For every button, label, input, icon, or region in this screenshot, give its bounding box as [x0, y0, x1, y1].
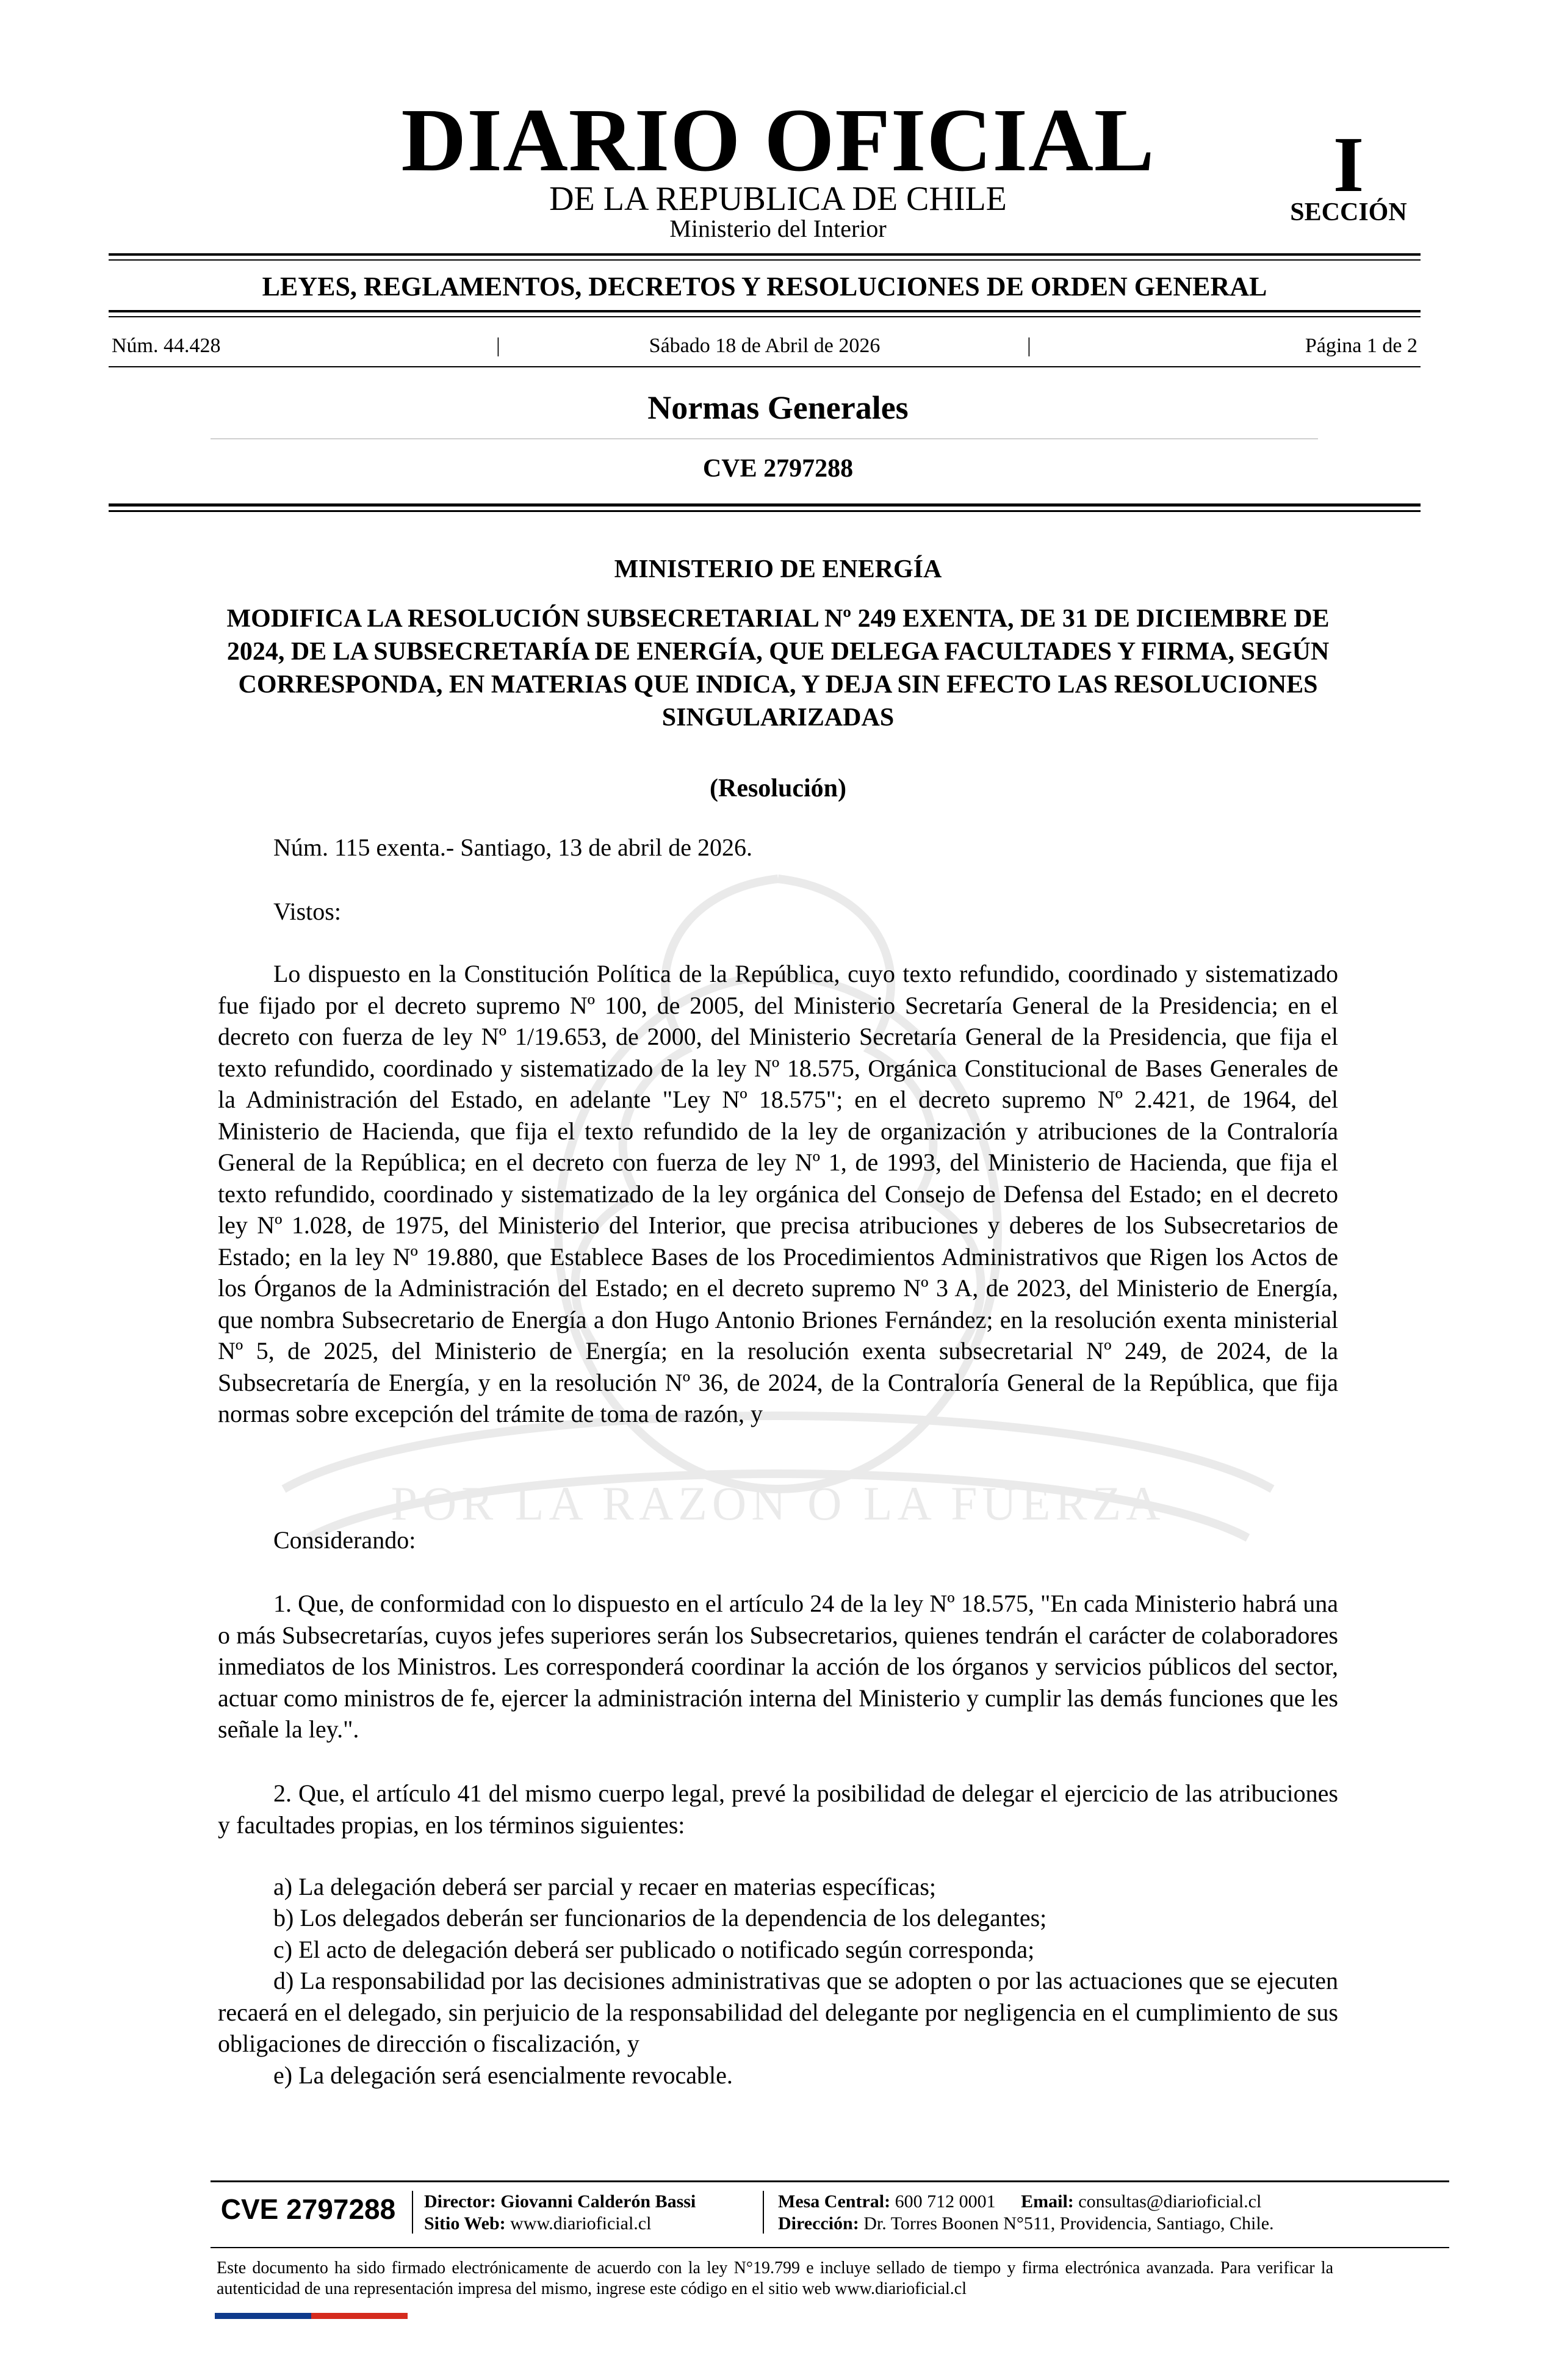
footer-website — [424, 2213, 651, 2235]
list-item: a) La delegación deberá ser parcial y recaer en materias específicas; — [273, 1873, 936, 1900]
watermark-motto: POR LA RAZON O LA FUERZA — [391, 1477, 1165, 1530]
website-label: Sitio Web: — [424, 2213, 506, 2234]
footer-contact — [778, 2191, 1261, 2213]
masthead-title: DIARIO OFICIAL — [401, 90, 1155, 190]
issue-info-row — [112, 333, 1417, 359]
footer-director — [424, 2191, 696, 2213]
footer-cve-code: CVE 2797288 — [220, 2193, 396, 2225]
divider — [109, 316, 1421, 317]
flag-stripe-red — [311, 2313, 408, 2319]
page-indicator: Página 1 de 2 — [1305, 334, 1417, 357]
divider — [109, 253, 1421, 256]
considerando-heading: Considerando: — [273, 1526, 416, 1554]
footer-divider — [211, 2180, 1449, 2182]
phone-label: Mesa Central: — [778, 2191, 891, 2212]
ministry-heading: MINISTERIO DE ENERGÍA — [614, 555, 942, 583]
issue-date: Sábado 18 de Abril de 2026 — [649, 334, 881, 357]
footer-divider — [211, 2247, 1449, 2248]
address-label: Dirección: — [778, 2213, 859, 2234]
considerando-paragraph-2: 2. Que, el artículo 41 del mismo cuerpo legal, prevé la posibilidad de delegar el ejercicio de las atribuciones y facultades propias, en los términos siguientes: — [218, 1780, 1338, 1839]
signature-notice: Este documento ha sido firmado electrónicamente de acuerdo con la ley N°19.799 e incluye sellado de tiempo y firma electrónica avanzada. Para verificar la autenticidad de una representación impresa del mismo, ingrese este código en el sitio web www.diarioficial.cl — [217, 2259, 1333, 2298]
divider — [109, 310, 1421, 312]
issue-separator: | — [1027, 334, 1031, 357]
masthead-ministry: Ministerio del Interior — [669, 215, 887, 242]
divider — [211, 438, 1318, 439]
resolution-title: MODIFICA LA RESOLUCIÓN SUBSECRETARIAL Nº 249 EXENTA, DE 31 DE DICIEMBRE DE 2024, DE LA SUBSECRETARÍA DE ENERGÍA, QUE DELEGA FACULTADES Y FIRMA, SEGÚN CORRESPONDA, EN MATERIAS QUE INDICA, Y DEJA SIN EFECTO LAS RESOLUCIONES SINGULARIZADAS — [226, 605, 1330, 732]
divider — [109, 259, 1421, 261]
resolution-number: Núm. 115 exenta.- Santiago, 13 de abril de 2026. — [273, 834, 752, 861]
director-name: Giovanni Calderón Bassi — [500, 2191, 696, 2212]
vistos-paragraph: Lo dispuesto en la Constitución Política de la República, cuyo texto refundido, coordinado y sistematizado fue fijado por el decreto supremo Nº 100, de 2005, del Ministerio Secretaría General de la Presidencia; en el decreto con fuerza de ley Nº 1/19.653, de 2000, del Ministerio Secretaría General de la Presidencia, que fija el texto refundido, coordinado y sistematizado de la ley Nº 18.575, Orgánica Constitucional de Bases Generales de la Administración del Estado, en adelante "Ley Nº 18.575"; en el decreto supremo Nº 2.421, de 1964, del Ministerio de Hacienda, que fija el texto refundido de la ley de organización y atribuciones de la Contraloría General de la República; en el decreto con fuerza de ley Nº 1, de 1993, del Ministerio de Hacienda, que fija el texto refundido, coordinado y sistematizado de la ley orgánica del Consejo de Defensa del Estado; en el decreto ley Nº 1.028, de 1975, del Ministerio del Interior, que precisa atribuciones y deberes de los Subsecretarios de Estado; en la ley Nº 19.880, que Establece Bases de los Procedimientos Administrativos que Rigen los Actos de los Órganos de la Administración del Estado; en el decreto supremo Nº 3 A, de 2023, del Ministerio de Energía, que nombra Subsecretario de Energía a don Hugo Antonio Briones Fernández; en la resolución exenta ministerial Nº 5, de 2025, del Ministerio de Energía; en la resolución exenta subsecretarial Nº 249, de 2024, de la Subsecretaría de Energía, y en la resolución Nº 36, de 2024, de la Contraloría General de la República, que fija normas sobre excepción del trámite de toma de razón, y — [218, 960, 1338, 1427]
footer-address — [778, 2213, 1274, 2235]
issue-number: Núm. 44.428 — [112, 334, 221, 357]
website-link[interactable]: www.diarioficial.cl — [510, 2213, 652, 2234]
footer-separator — [763, 2191, 764, 2234]
list-item: e) La delegación será esencialmente revocable. — [273, 2061, 733, 2089]
divider — [109, 366, 1421, 367]
director-label: Director: — [424, 2191, 496, 2212]
divider — [109, 503, 1421, 507]
cve-code: CVE 2797288 — [702, 455, 854, 483]
email-link[interactable]: consultas@diarioficial.cl — [1078, 2191, 1262, 2212]
footer-separator — [412, 2191, 413, 2234]
email-label: Email: — [1021, 2191, 1074, 2212]
section-numeral: I — [1333, 121, 1364, 209]
vistos-heading: Vistos: — [273, 898, 341, 925]
address-value: Dr. Torres Boonen N°511, Providencia, Santiago, Chile. — [863, 2213, 1274, 2234]
section-title: Normas Generales — [647, 389, 909, 426]
resolution-type: (Resolución) — [710, 774, 846, 802]
issue-separator: | — [496, 334, 500, 357]
flag-stripe-blue — [215, 2313, 311, 2319]
divider — [109, 510, 1421, 512]
list-item: b) Los delegados deberán ser funcionarios de la dependencia de los delegantes; — [273, 1904, 1047, 1931]
laws-heading: LEYES, REGLAMENTOS, DECRETOS Y RESOLUCIONES DE ORDEN GENERAL — [262, 272, 1267, 301]
masthead-subtitle: DE LA REPUBLICA DE CHILE — [549, 180, 1007, 218]
list-item: d) La responsabilidad por las decisiones administrativas que se adopten o por las actuaciones que se ejecuten recaerá en el delegado, sin perjuicio de la responsabilidad del delegante por negligencia en el cumplimiento de sus obligaciones de dirección o fiscalización, y — [218, 1967, 1338, 2057]
list-item: c) El acto de delegación deberá ser publicado o notificado según corresponda; — [273, 1936, 1035, 1963]
phone-value: 600 712 0001 — [895, 2191, 996, 2212]
considerando-paragraph-1: 1. Que, de conformidad con lo dispuesto en el artículo 24 de la ley Nº 18.575, "En cada Ministerio habrá una o más Subsecretarías, cuyos jefes superiores serán los Subsecretarios, quienes tendrán el carácter de colaboradores inmediatos de los Ministros. Les corresponderá coordinar la acción de los órganos y servicios públicos del sector, actuar como ministros de fe, ejercer la administración interna del Ministerio y cumplir las demás funciones que les señale la ley.". — [218, 1590, 1338, 1743]
section-label: SECCIÓN — [1290, 198, 1407, 226]
